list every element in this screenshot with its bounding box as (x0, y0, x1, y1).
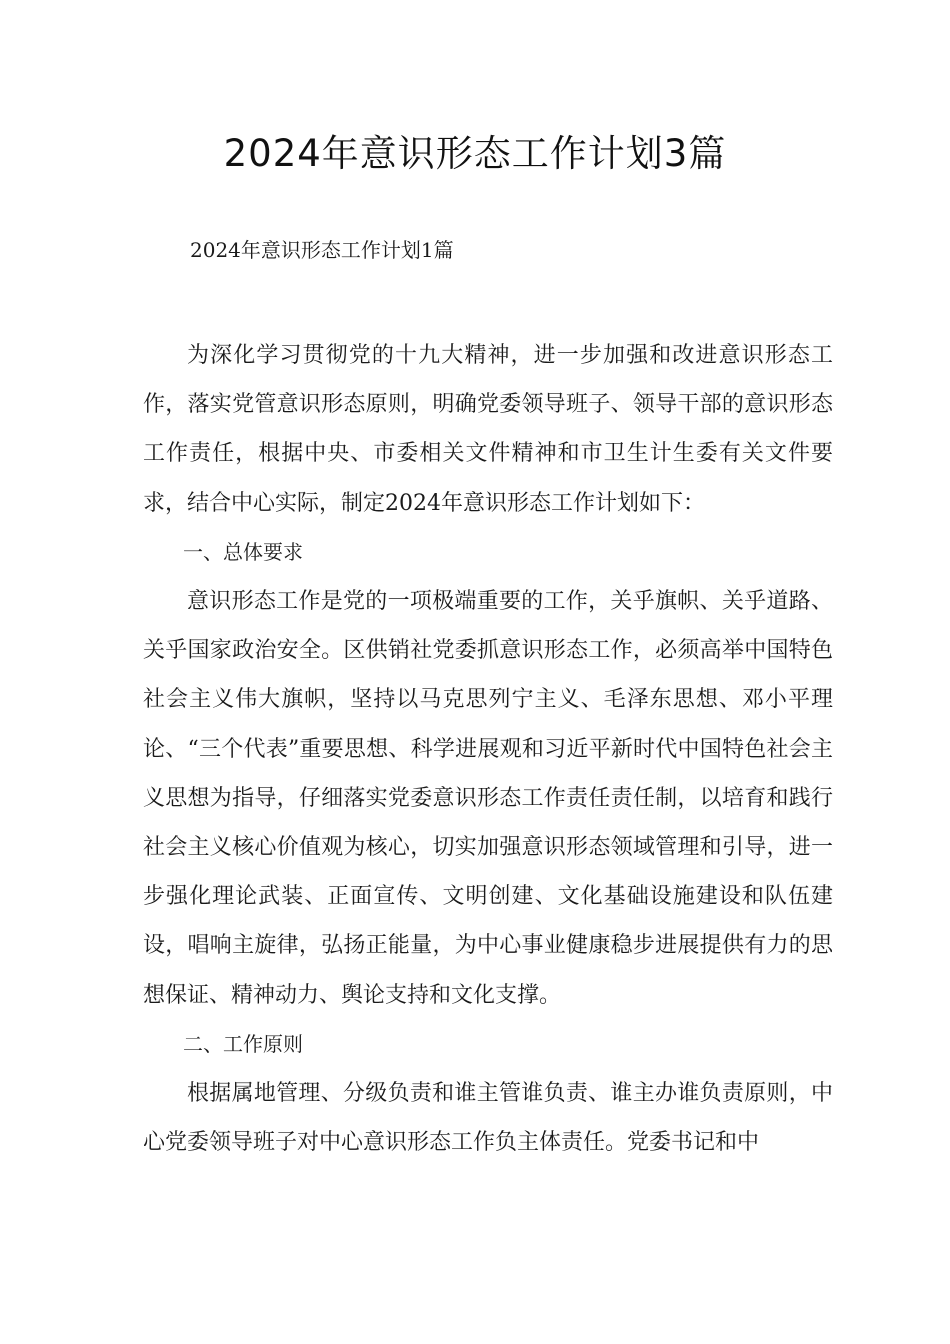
document-subtitle: 2024年意识形态工作计划1篇 (190, 238, 454, 262)
document-title: 2024年意识形态工作计划3篇 (223, 132, 727, 175)
paragraph-work-principles: 根据属地管理、分级负责和谁主管谁负责、谁主办谁负责原则，中心党委领导班子对中心意识形态工作负主体责任。党委书记和中 (143, 1081, 833, 1156)
section-heading-general-requirements: 一、总体要求 (183, 539, 303, 564)
section-heading-work-principles: 二、工作原则 (183, 1031, 303, 1056)
document-body (143, 331, 833, 1167)
paragraph-general-requirements: 意识形态工作是党的一项极端重要的工作，关乎旗帜、关乎道路、关乎国家政治安全。区供销社党委抓意识形态工作，必须高举中国特色社会主义伟大旗帜，坚持以马克思列宁主义、毛泽东思想、邓小平理论、“三个代表”重要思想、科学进展观和习近平新时代中国特色社会主义思想为指导，仔细落实党委意识形态工作责任责任制，以培育和践行社会主义核心价值观为核心，切实加强意识形态领域管理和引导，进一步强化理论武装、正面宣传、文明创建、文化基础设施建设和队伍建设，唱响主旋律，弘扬正能量，为中心事业健康稳步进展提供有力的思想保证、精神动力、舆论支持和文化支撑。 (143, 589, 833, 1008)
paragraph-intro: 为深化学习贯彻党的十九大精神，进一步加强和改进意识形态工作，落实党管意识形态原则，明确党委领导班子、领导干部的意识形态工作责任，根据中央、市委相关文件精神和市卫生计生委有关文件要求，结合中心实际，制定2024年意识形态工作计划如下： (143, 343, 833, 516)
